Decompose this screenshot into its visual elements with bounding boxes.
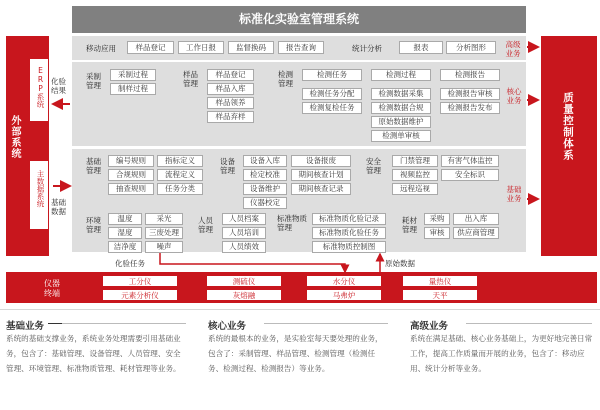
- basic-item-equipment-maint[interactable]: 设备维护: [243, 183, 287, 195]
- instrument-moisture-meter[interactable]: 水分仪: [306, 275, 382, 287]
- basic-item-waste-treatment[interactable]: 三废处理: [145, 227, 183, 239]
- instrument-sulfur-meter[interactable]: 测硫仪: [206, 275, 282, 287]
- erp-system-label: ERP系统: [36, 66, 45, 108]
- basic-item-instrument-calib[interactable]: 仪器校定: [243, 197, 287, 209]
- advanced-business-label: 高级业务: [505, 40, 521, 58]
- mobile-app-label: 移动应用: [86, 44, 116, 53]
- personnel-management-label: 人员管理: [198, 216, 213, 234]
- basic-item-process-def[interactable]: 流程定义: [157, 169, 203, 181]
- raw-data-label: 原始数据: [385, 259, 415, 268]
- basic-item-ref-test-record[interactable]: 标准物质化验记录: [312, 213, 386, 225]
- consumables-label: 耗材管理: [402, 216, 417, 234]
- basic-item-remote-patrol[interactable]: 远程巡视: [392, 183, 438, 195]
- procurement-label: 采制管理: [86, 72, 101, 90]
- mobile-item-report-query[interactable]: 报告查询: [278, 41, 324, 54]
- mobile-item-daily-report[interactable]: 工作日报: [178, 41, 224, 54]
- testing-management-label: 检测管理: [278, 70, 293, 88]
- basic-item-calibration[interactable]: 检定校准: [243, 169, 287, 181]
- task-arrow: [160, 251, 345, 272]
- core-item-test-sheet-review[interactable]: 检测单审核: [371, 130, 431, 142]
- master-data-system-label: 主数据系统: [36, 170, 45, 208]
- basic-item-purchase[interactable]: 采购: [424, 213, 450, 225]
- core-item-data-compliance[interactable]: 检测数据合规: [371, 102, 431, 114]
- stats-item-report[interactable]: 报表: [399, 41, 443, 54]
- basic-item-personnel-training[interactable]: 人员培训: [222, 227, 266, 239]
- mobile-item-supervise-code[interactable]: 监督换码: [228, 41, 274, 54]
- instrument-calorimeter[interactable]: 量热仪: [402, 275, 478, 287]
- instrument-ash-fusion[interactable]: 灰熔融: [206, 289, 282, 301]
- environment-management-label: 环境管理: [86, 216, 101, 234]
- basic-item-video-monitor[interactable]: 视频监控: [392, 169, 438, 181]
- basic-item-equipment-in[interactable]: 设备入库: [243, 155, 287, 167]
- instrument-balance[interactable]: 天平: [402, 289, 478, 301]
- basic-item-spot-check-rule[interactable]: 抽查规则: [108, 183, 154, 195]
- bottom-basic-divider: [62, 323, 186, 324]
- bottom-advanced-divider: [466, 323, 592, 324]
- basic-item-in-out-stock[interactable]: 出入库: [453, 213, 499, 225]
- basic-item-ref-control-chart[interactable]: 标准物质控制图: [312, 241, 386, 253]
- core-item-sample-receive[interactable]: 样品领养: [207, 97, 254, 109]
- instrument-element-analyzer[interactable]: 元素分析仪: [102, 289, 178, 301]
- stats-item-chart[interactable]: 分析图形: [446, 41, 496, 54]
- core-item-sample-register[interactable]: 样品登记: [207, 69, 254, 81]
- bottom-divider: [0, 309, 600, 310]
- core-item-sample-prep[interactable]: 制样过程: [110, 83, 156, 95]
- core-item-data-collection[interactable]: 检测数据采集: [371, 88, 431, 100]
- basic-item-cleanliness[interactable]: 洁净度: [108, 241, 142, 253]
- basic-item-humidity[interactable]: 湿度: [108, 227, 142, 239]
- basic-item-gas-monitor[interactable]: 有害气体监控: [441, 155, 499, 167]
- basic-item-indicator-def[interactable]: 指标定义: [157, 155, 203, 167]
- bottom-advanced-title: 高级业务: [410, 318, 452, 332]
- core-item-report-publish[interactable]: 检测报告发布: [440, 102, 500, 114]
- core-item-test-task[interactable]: 检测任务: [302, 69, 362, 81]
- stats-analysis-label: 统计分析: [352, 44, 382, 53]
- basic-item-access-control[interactable]: 门禁管理: [392, 155, 438, 167]
- core-item-test-task-assign[interactable]: 检测任务分配: [302, 88, 362, 100]
- bottom-core-text: 系统的最根本的业务，是实验室每天要处理的业务，包含了：采制管理、样品管理、检测管理（检测任务、检测过程、检测报告）等业务。: [208, 334, 383, 373]
- basic-item-equipment-scrap[interactable]: 设备报废: [291, 155, 351, 167]
- instrument-industrial-analyzer[interactable]: 工分仪: [102, 275, 178, 287]
- core-item-sampling-process[interactable]: 采制过程: [110, 69, 156, 81]
- quality-control-label: 质量控制体系: [562, 92, 574, 161]
- core-business-label: 核心业务: [506, 87, 522, 105]
- instrument-muffle-furnace[interactable]: 马弗炉: [306, 289, 382, 301]
- basic-item-supplier-mgmt[interactable]: 供应商管理: [453, 227, 499, 239]
- core-item-sample-storage[interactable]: 样品入库: [207, 83, 254, 95]
- instrument-terminal-bar: [6, 272, 597, 303]
- basic-item-number-rule[interactable]: 编号规则: [108, 155, 154, 167]
- core-item-test-report[interactable]: 检测报告: [440, 69, 500, 81]
- chemical-task-label: 化验任务: [115, 259, 145, 268]
- basic-item-task-category[interactable]: 任务分类: [157, 183, 203, 195]
- bottom-core-title: 核心业务: [208, 318, 250, 332]
- basic-item-personnel-perf[interactable]: 人员绩效: [222, 241, 266, 253]
- basic-item-temperature[interactable]: 温度: [108, 213, 142, 225]
- basic-item-review[interactable]: 审核: [424, 227, 450, 239]
- equipment-management-label: 设备管理: [220, 157, 235, 175]
- core-item-raw-data-maint[interactable]: 原始数据维护: [371, 116, 431, 128]
- instrument-terminal-label: 仪器终端: [44, 279, 60, 298]
- basic-item-ref-test-task[interactable]: 标准物质化验任务: [312, 227, 386, 239]
- core-item-report-review[interactable]: 检测报告审核: [440, 88, 500, 100]
- basic-item-compliance-rule[interactable]: 合规规则: [108, 169, 154, 181]
- ref-material-label: 标准物质管理: [277, 214, 307, 232]
- page-title: 标准化实验室管理系统: [238, 12, 359, 26]
- basic-business-label: 基础业务: [506, 185, 522, 203]
- safety-management-label: 安全管理: [366, 157, 381, 175]
- bottom-basic-text: 系统的基础支撑业务，系统业务处理需要引用基础业务，包含了：基础管理、设备管理、人员管理、安全管理、环境管理、标准物质管理、耗材管理等业务。: [6, 334, 181, 373]
- core-item-test-process[interactable]: 检测过程: [371, 69, 431, 81]
- bottom-basic-title: 基础业务: [6, 318, 48, 332]
- chemical-result-label: 化验结果: [51, 77, 66, 95]
- basic-item-safety-sign[interactable]: 安全标识: [441, 169, 499, 181]
- sample-management-label: 样品管理: [183, 70, 198, 88]
- external-system-label: 外部系统: [9, 115, 20, 159]
- mobile-item-sample-register[interactable]: 样品登记: [127, 41, 174, 54]
- base-management-label: 基础管理: [86, 157, 101, 175]
- basic-item-noise[interactable]: 噪声: [145, 241, 183, 253]
- bottom-core-divider: [264, 323, 388, 324]
- basic-item-personnel-file[interactable]: 人员档案: [222, 213, 266, 225]
- bottom-advanced-text: 系统在满足基础、核心业务基础上，为更好地完善日常工作，提高工作质量而开展的业务，包含了：移动应用、统计分析等业务。: [410, 334, 593, 373]
- basic-data-label: 基础数据: [51, 198, 66, 216]
- core-item-sample-discard[interactable]: 样品弃样: [207, 111, 254, 123]
- basic-item-check-plan[interactable]: 期间核查计划: [291, 169, 351, 181]
- basic-item-check-record[interactable]: 期间核查记录: [291, 183, 351, 195]
- core-item-retest-task[interactable]: 检测复检任务: [302, 102, 362, 114]
- basic-item-lighting[interactable]: 采光: [145, 213, 183, 225]
